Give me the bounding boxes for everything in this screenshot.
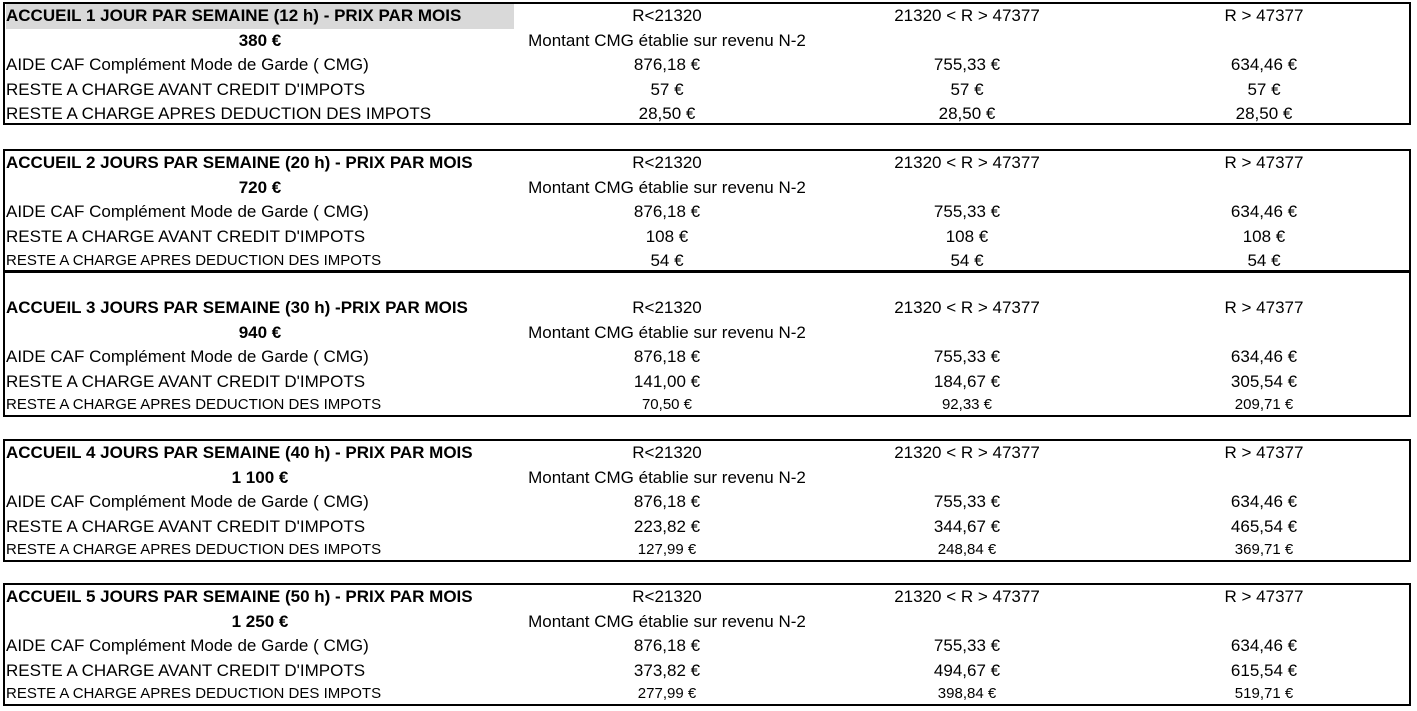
row-label-avant: RESTE A CHARGE AVANT CREDIT D'IMPOTS — [6, 660, 366, 680]
cmg-note: Montant CMG établie sur revenu N-2 — [528, 611, 806, 631]
avant-value-high: 57 € — [1247, 79, 1281, 99]
header-high-income: R > 47377 — [1224, 153, 1304, 172]
aide-value-high: 634,46 € — [1230, 636, 1298, 655]
apres-value-low: 70,50 € — [641, 396, 693, 413]
apres-value-high: 519,71 € — [1234, 685, 1294, 702]
row-label-apres: RESTE A CHARGE APRES DEDUCTION DES IMPOTS — [6, 541, 382, 558]
aide-value-mid: 755,33 € — [933, 55, 1001, 74]
aide-value-low: 876,18 € — [633, 636, 701, 655]
avant-value-mid: 494,67 € — [933, 660, 1001, 680]
row-label-aide: AIDE CAF Complément Mode de Garde ( CMG) — [6, 492, 369, 511]
row-label-aide: AIDE CAF Complément Mode de Garde ( CMG) — [6, 202, 369, 221]
avant-value-low: 373,82 € — [633, 660, 701, 680]
avant-value-low: 108 € — [645, 226, 689, 246]
aide-value-mid: 755,33 € — [933, 492, 1001, 511]
apres-value-low: 127,99 € — [637, 541, 697, 558]
header-low-income: R<21320 — [632, 587, 702, 606]
header-high-income: R > 47377 — [1224, 298, 1304, 317]
avant-value-mid: 344,67 € — [933, 516, 1001, 536]
header-high-income: R > 47377 — [1224, 6, 1304, 25]
row-label-apres: RESTE A CHARGE APRES DEDUCTION DES IMPOTS — [6, 252, 382, 269]
header-high-income: R > 47377 — [1224, 587, 1304, 606]
header-mid-income: 21320 < R > 47377 — [894, 6, 1040, 25]
block-title: ACCUEIL 2 JOURS PAR SEMAINE (20 h) - PRIX PAR MOIS — [6, 153, 473, 172]
apres-value-mid: 248,84 € — [937, 541, 997, 558]
aide-value-low: 876,18 € — [633, 55, 701, 74]
aide-value-low: 876,18 € — [633, 347, 701, 366]
block-title: ACCUEIL 1 JOUR PAR SEMAINE (12 h) - PRIX PAR MOIS — [6, 4, 514, 29]
apres-value-mid: 92,33 € — [941, 396, 993, 413]
header-low-income: R<21320 — [632, 153, 702, 172]
avant-value-high: 108 € — [1242, 226, 1286, 246]
block-title: ACCUEIL 5 JOURS PAR SEMAINE (50 h) - PRIX PAR MOIS — [6, 587, 473, 606]
pricing-block-2 — [3, 149, 1411, 272]
avant-value-mid: 108 € — [945, 226, 989, 246]
header-mid-income: 21320 < R > 47377 — [894, 443, 1040, 462]
pricing-block-1 — [3, 2, 1411, 125]
aide-value-high: 634,46 € — [1230, 202, 1298, 221]
row-label-apres: RESTE A CHARGE APRES DEDUCTION DES IMPOTS — [6, 104, 432, 123]
header-mid-income: 21320 < R > 47377 — [894, 153, 1040, 172]
pricing-block-3 — [3, 271, 1411, 417]
aide-value-high: 634,46 € — [1230, 347, 1298, 366]
avant-value-low: 223,82 € — [633, 516, 701, 536]
avant-value-high: 305,54 € — [1230, 371, 1298, 391]
apres-value-mid: 398,84 € — [937, 685, 997, 702]
aide-value-high: 634,46 € — [1230, 55, 1298, 74]
block-price: 720 € — [238, 177, 282, 197]
row-label-avant: RESTE A CHARGE AVANT CREDIT D'IMPOTS — [6, 516, 366, 536]
header-low-income: R<21320 — [632, 6, 702, 25]
header-low-income: R<21320 — [632, 298, 702, 317]
avant-value-high: 465,54 € — [1230, 516, 1298, 536]
header-high-income: R > 47377 — [1224, 443, 1304, 462]
apres-value-high: 54 € — [1247, 251, 1281, 270]
header-mid-income: 21320 < R > 47377 — [894, 298, 1040, 317]
apres-value-mid: 54 € — [950, 251, 984, 270]
apres-value-low: 277,99 € — [637, 685, 697, 702]
apres-value-mid: 28,50 € — [938, 104, 996, 123]
avant-value-mid: 57 € — [950, 79, 984, 99]
aide-value-mid: 755,33 € — [933, 347, 1001, 366]
aide-value-mid: 755,33 € — [933, 202, 1001, 221]
pricing-block-4 — [3, 439, 1411, 562]
header-low-income: R<21320 — [632, 443, 702, 462]
block-price: 1 250 € — [231, 611, 289, 631]
apres-value-high: 28,50 € — [1235, 104, 1293, 123]
row-label-avant: RESTE A CHARGE AVANT CREDIT D'IMPOTS — [6, 226, 366, 246]
cmg-note: Montant CMG établie sur revenu N-2 — [528, 177, 806, 197]
aide-value-low: 876,18 € — [633, 492, 701, 511]
aide-value-high: 634,46 € — [1230, 492, 1298, 511]
avant-value-mid: 184,67 € — [933, 371, 1001, 391]
block-price: 1 100 € — [231, 467, 289, 487]
row-label-aide: AIDE CAF Complément Mode de Garde ( CMG) — [6, 347, 369, 366]
apres-value-low: 54 € — [650, 251, 684, 270]
row-label-apres: RESTE A CHARGE APRES DEDUCTION DES IMPOTS — [6, 685, 382, 702]
block-title: ACCUEIL 3 JOURS PAR SEMAINE (30 h) -PRIX PAR MOIS — [6, 298, 468, 317]
apres-value-high: 209,71 € — [1234, 396, 1294, 413]
row-label-avant: RESTE A CHARGE AVANT CREDIT D'IMPOTS — [6, 371, 366, 391]
block-price: 380 € — [238, 30, 282, 50]
row-label-aide: AIDE CAF Complément Mode de Garde ( CMG) — [6, 55, 369, 74]
avant-value-low: 57 € — [650, 79, 684, 99]
aide-value-low: 876,18 € — [633, 202, 701, 221]
block-title: ACCUEIL 4 JOURS PAR SEMAINE (40 h) - PRIX PAR MOIS — [6, 443, 473, 462]
aide-value-mid: 755,33 € — [933, 636, 1001, 655]
cmg-note: Montant CMG établie sur revenu N-2 — [528, 30, 806, 50]
pricing-block-5 — [3, 583, 1411, 706]
row-label-aide: AIDE CAF Complément Mode de Garde ( CMG) — [6, 636, 369, 655]
avant-value-low: 141,00 € — [633, 371, 701, 391]
header-mid-income: 21320 < R > 47377 — [894, 587, 1040, 606]
cmg-note: Montant CMG établie sur revenu N-2 — [528, 322, 806, 342]
apres-value-low: 28,50 € — [638, 104, 696, 123]
avant-value-high: 615,54 € — [1230, 660, 1298, 680]
apres-value-high: 369,71 € — [1234, 541, 1294, 558]
row-label-apres: RESTE A CHARGE APRES DEDUCTION DES IMPOTS — [6, 396, 382, 413]
block-price: 940 € — [238, 322, 282, 342]
row-label-avant: RESTE A CHARGE AVANT CREDIT D'IMPOTS — [6, 79, 366, 99]
cmg-note: Montant CMG établie sur revenu N-2 — [528, 467, 806, 487]
